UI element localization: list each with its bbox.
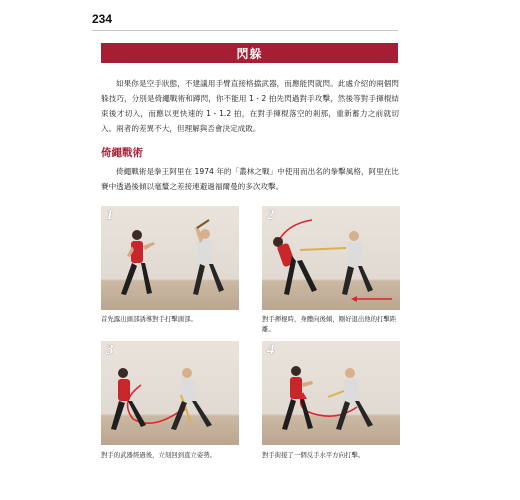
subsection-heading: 倚繩戰術 <box>101 147 143 159</box>
photo-3 <box>101 341 239 445</box>
section-title-bar <box>101 43 398 63</box>
photo-3-caption: 對手的武器經過後，立刻回到直立姿勢。 <box>101 451 217 459</box>
photo-1-number: 1 <box>106 207 114 223</box>
photo-2-illustration <box>262 206 400 310</box>
photo-1-caption: 首先露出頭部誘導對手打擊頭部。 <box>101 315 197 323</box>
section-title: 閃躲 <box>236 46 263 61</box>
photo-2-caption: 對手揮棍時，身體向後傾，剛好退出他的打擊距離。 <box>262 315 397 333</box>
body-paragraph: 倚繩戰術是拳王阿里在 1974 年的「叢林之戰」中使用而出名的拳擊風格，阿里在比賽中透過後傾以毫釐之差接連避過福爾曼的多次攻擊。 <box>101 167 399 191</box>
photo-1 <box>101 206 239 310</box>
photo-3-illustration <box>101 341 239 445</box>
photo-2-number: 2 <box>267 207 275 223</box>
photo-4-number: 4 <box>267 342 275 358</box>
photo-4-caption: 對手街接了一個反手水平方向打擊。 <box>262 451 365 459</box>
photo-4 <box>262 341 400 445</box>
photo-4-illustration <box>262 341 400 445</box>
page-number: 234 <box>92 12 113 26</box>
intro-paragraph: 如果你是空手狀態，不建議用手臂直接格擋武器，而應能閃就閃。此處介紹的兩個閃躲技巧，分別是倚繩戰術和蹲閃，你不能用 1 - 2 拍先閃過對手攻擊，然後等對手揮棍結束後才切入，而應以更快速的 1 - 1.2 拍，在對手揮棍落空的剎那，重新蓄力之前就切入。兩者的差異不大，但理解與否會決定成敗。 <box>101 79 399 133</box>
arrow-curve <box>278 220 312 242</box>
header-rule <box>92 30 398 31</box>
photo-1-illustration <box>101 206 239 310</box>
photo-2 <box>262 206 400 310</box>
photo-3-number: 3 <box>106 342 114 358</box>
